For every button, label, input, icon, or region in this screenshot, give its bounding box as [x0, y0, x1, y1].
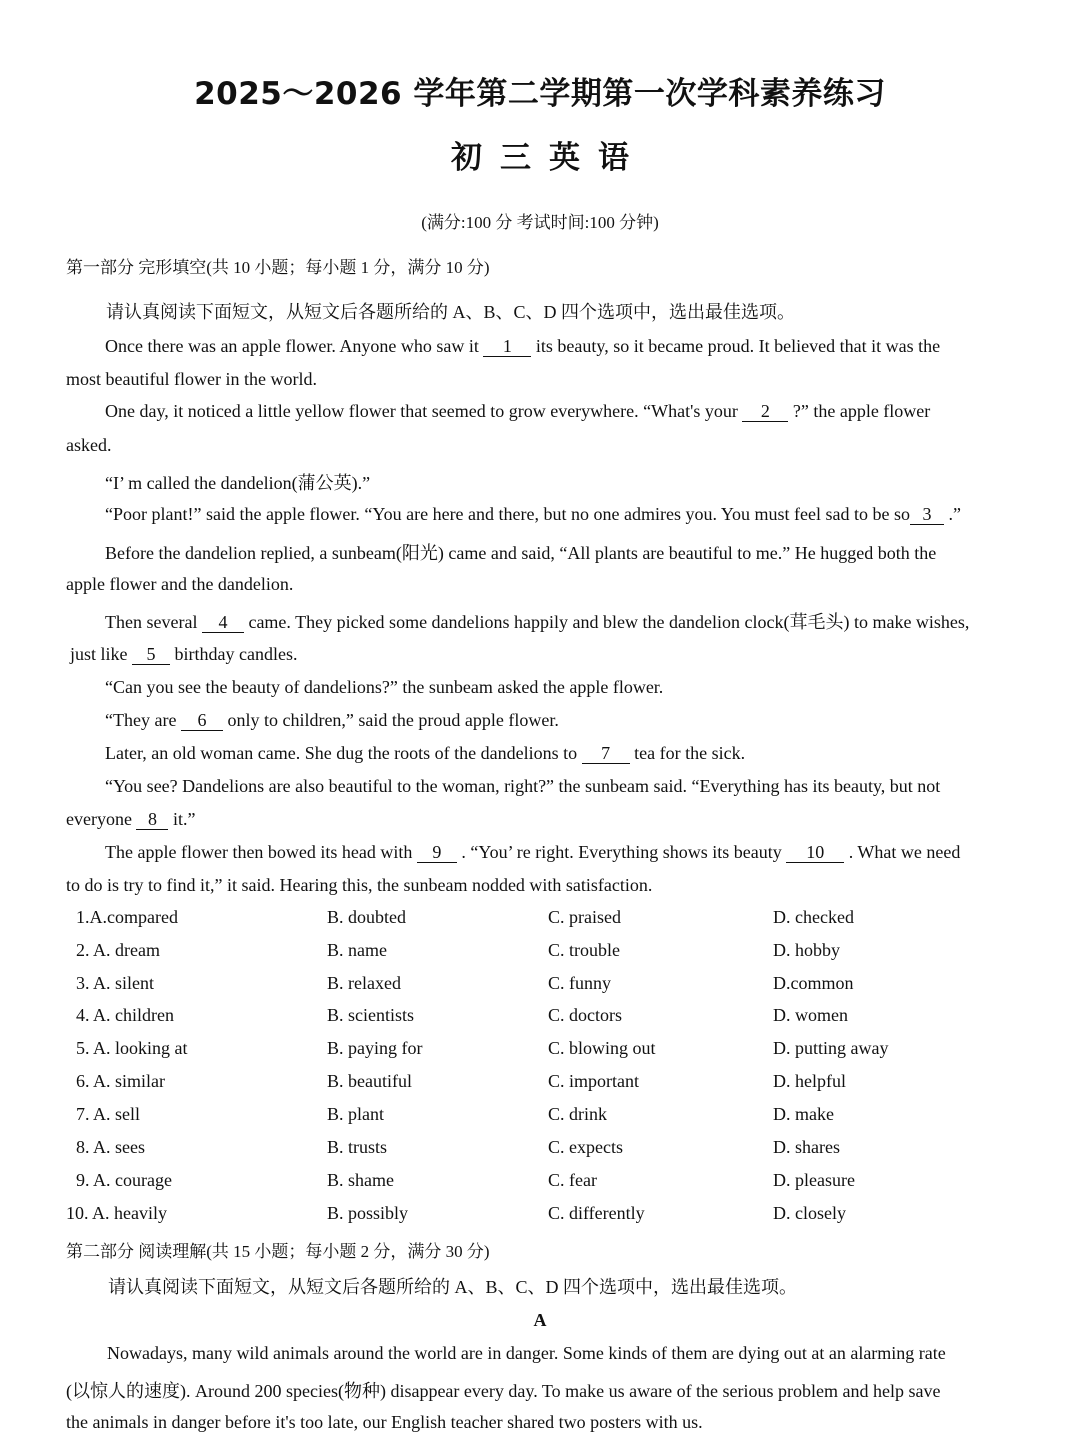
- option-a: 10. A. heavily: [66, 1203, 167, 1223]
- option-b: B. beautiful: [327, 1071, 412, 1091]
- exam-title: 2025～2026 学年第二学期第一次学科素养练习: [194, 76, 886, 112]
- exam-subject: 初三英语: [451, 140, 647, 176]
- blank-8: 8: [136, 809, 168, 830]
- passage-line: Once there was an apple flower. Anyone who saw it 1 its beauty, so it became proud. It believed that it was the: [105, 336, 941, 356]
- option-a: 6. A. similar: [76, 1071, 165, 1091]
- option-c: C. praised: [548, 907, 621, 927]
- option-d: D. checked: [773, 907, 854, 927]
- blank-6: 6: [181, 710, 223, 731]
- passage-line: Nowadays, many wild animals around the world are in danger. Some kinds of them are dying out at an alarming rate: [107, 1343, 946, 1363]
- option-c: C. differently: [548, 1203, 645, 1223]
- option-c: C. trouble: [548, 940, 620, 960]
- passage-line: the animals in danger before it's too late, our English teacher shared two posters with us.: [66, 1412, 703, 1432]
- blank-10: 10: [786, 842, 844, 863]
- option-b: B. possibly: [327, 1203, 409, 1223]
- passage-line: The apple flower then bowed its head with 9 . “You’ re right. Everything shows its beauty 10 . What we need: [105, 842, 961, 862]
- option-a: 7. A. sell: [76, 1104, 141, 1124]
- passage-line: (以惊人的速度). Around 200 species(物种) disappear every day. To make us aware of the serious problem and help save: [66, 1381, 941, 1401]
- blank-9: 9: [417, 842, 457, 863]
- option-c: C. fear: [548, 1170, 597, 1190]
- option-d: D.common: [773, 973, 854, 993]
- score-info: (满分:100 分 考试时间:100 分钟): [421, 213, 659, 232]
- option-b: B. relaxed: [327, 973, 401, 993]
- passage-line: most beautiful flower in the world.: [66, 369, 317, 389]
- passage-line: just like 5 birthday candles.: [70, 644, 298, 664]
- option-c: C. important: [548, 1071, 639, 1091]
- option-a: 3. A. silent: [76, 973, 155, 993]
- passage-line: “You see? Dandelions are also beautiful to the woman, right?” the sunbeam said. “Everything has its beauty, but not: [105, 776, 941, 796]
- passage-line: “Can you see the beauty of dandelions?” the sunbeam asked the apple flower.: [105, 677, 664, 697]
- passage-line: to do is try to find it,” it said. Hearing this, the sunbeam nodded with satisfaction.: [66, 875, 653, 895]
- option-a: 9. A. courage: [76, 1170, 172, 1190]
- passage-line: “They are 6 only to children,” said the proud apple flower.: [105, 710, 559, 730]
- blank-1: 1: [483, 336, 531, 357]
- passage-line: Before the dandelion replied, a sunbeam(阳光) came and said, “All plants are beautiful to me.” He hugged both the: [105, 543, 937, 563]
- option-d: D. putting away: [773, 1038, 889, 1058]
- option-a: 2. A. dream: [76, 940, 160, 960]
- option-d: D. women: [773, 1005, 848, 1025]
- option-b: B. shame: [327, 1170, 394, 1190]
- option-b: B. plant: [327, 1104, 384, 1124]
- option-c: C. blowing out: [548, 1038, 656, 1058]
- blank-3: 3: [910, 504, 944, 525]
- reading-section-label: A: [533, 1310, 547, 1330]
- option-b: B. scientists: [327, 1005, 415, 1025]
- option-a: 4. A. children: [76, 1005, 174, 1025]
- passage-line: everyone 8 it.”: [66, 809, 196, 829]
- option-d: D. pleasure: [773, 1170, 855, 1190]
- option-a: 8. A. sees: [76, 1137, 145, 1157]
- option-a: 5. A. looking at: [76, 1038, 188, 1058]
- passage-line: asked.: [66, 435, 112, 455]
- option-c: C. expects: [548, 1137, 623, 1157]
- part1-heading: 第一部分 完形填空(共 10 小题；每小题 1 分，满分 10 分): [66, 258, 490, 277]
- passage-line: “I’ m called the dandelion(蒲公英).”: [105, 473, 371, 493]
- passage-line: Then several 4 came. They picked some dandelions happily and blew the dandelion clock(茸毛头) to make wishes,: [105, 612, 970, 632]
- option-d: D. closely: [773, 1203, 846, 1223]
- option-c: C. drink: [548, 1104, 608, 1124]
- option-c: C. funny: [548, 973, 611, 993]
- part2-heading: 第二部分 阅读理解(共 15 小题；每小题 2 分，满分 30 分): [66, 1242, 490, 1261]
- blank-2: 2: [742, 401, 788, 422]
- option-a: 1.A.compared: [76, 907, 178, 927]
- option-d: D. shares: [773, 1137, 840, 1157]
- part1-instruction: 请认真阅读下面短文，从短文后各题所给的 A、B、C、D 四个选项中，选出最佳选项。: [106, 302, 796, 322]
- passage-line: apple flower and the dandelion.: [66, 574, 294, 594]
- part2-instruction: 请认真阅读下面短文，从短文后各题所给的 A、B、C、D 四个选项中，选出最佳选项。: [108, 1277, 798, 1297]
- option-b: B. name: [327, 940, 387, 960]
- blank-5: 5: [132, 644, 170, 665]
- option-c: C. doctors: [548, 1005, 622, 1025]
- option-d: D. hobby: [773, 940, 840, 960]
- passage-line: “Poor plant!” said the apple flower. “You are here and there, but no one admires you. You must feel sad to be so 3 .”: [105, 504, 961, 524]
- passage-line: Later, an old woman came. She dug the roots of the dandelions to 7 tea for the sick.: [105, 743, 746, 763]
- option-b: B. trusts: [327, 1137, 388, 1157]
- option-b: B. paying for: [327, 1038, 423, 1058]
- passage-line: One day, it noticed a little yellow flower that seemed to grow everywhere. “What's your 2 ?” the apple flower: [105, 401, 931, 421]
- blank-7: 7: [582, 743, 630, 764]
- blank-4: 4: [202, 612, 244, 633]
- option-d: D. make: [773, 1104, 834, 1124]
- option-d: D. helpful: [773, 1071, 846, 1091]
- option-b: B. doubted: [327, 907, 406, 927]
